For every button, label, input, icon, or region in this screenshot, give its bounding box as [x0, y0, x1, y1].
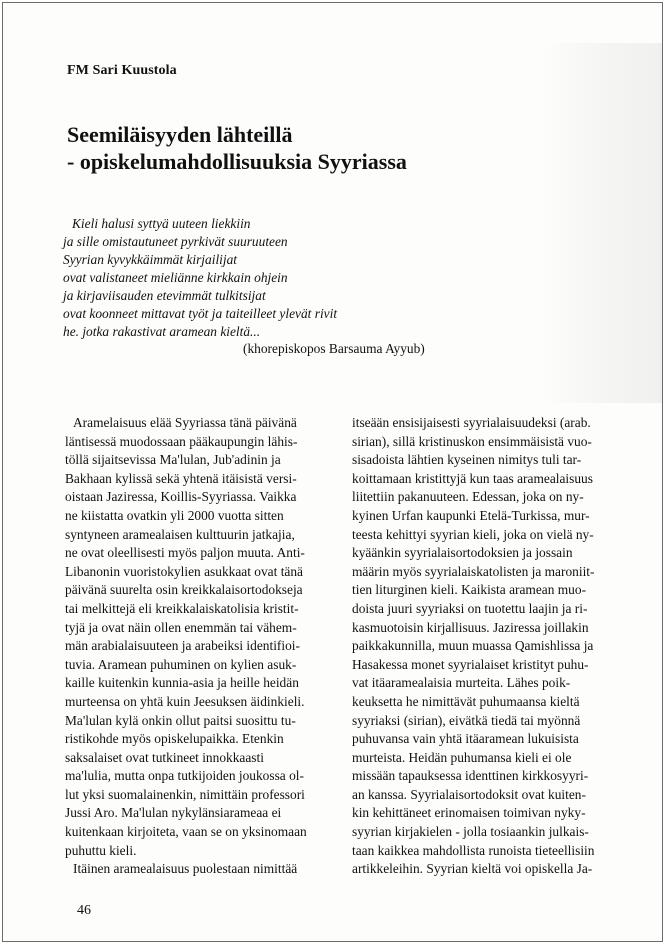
epigraph-line: he. jotka rakastivat aramean kieltä... — [63, 324, 261, 339]
body-line: paikkakunnilla, muun muassa Qamishlissa ja — [352, 638, 594, 654]
body-line: määrin myös syyrialaiskatolisten ja maroniit- — [352, 563, 595, 579]
body-line: saksalaiset ovat tutkineet innokkaasti — [65, 749, 264, 765]
body-line: kaille kuitenkin kunnia-asia ja heille heidän — [65, 675, 299, 691]
title-line-1: Seemiläisyyden lähteillä — [67, 122, 293, 147]
body-line: keuksetta he nimittävät puhumaansa kieltä — [352, 693, 580, 709]
body-line: män arabialaisuuteen ja arabeiksi identifioi- — [65, 638, 300, 654]
body-line: itseään ensisijaisesti syyrialaisuudeksi (arab. — [352, 415, 591, 430]
body-line: lut yksi suomalainenkin, nimittäin professori — [65, 786, 305, 802]
body-line: ristikohde myös opiskelupaikka. Etenkin — [65, 731, 284, 747]
body-line: vat itäaramealaisia murteita. Lähes poik- — [352, 675, 571, 691]
body-line: artikkeleihin. Syyrian kieltä voi opiskella Ja- — [352, 861, 593, 877]
body-line: kin kehittäneet erinomaisen toimivan nyky- — [352, 805, 586, 821]
body-line: syntyneen aramealaisen kulttuurin jatkajia, — [65, 526, 295, 542]
body-line: Bakhaan kylissä sekä yhtenä itäisistä versi- — [65, 470, 297, 486]
body-line: kyäänkin syyrialaisortodoksien ja jossain — [352, 545, 573, 561]
body-line: teesta kehittyi syyrian kieli, joka on vielä ny- — [352, 526, 594, 542]
body-column-left — [65, 414, 327, 879]
body-line: ne kiistatta ovatkin yli 2000 vuotta sitten — [65, 507, 284, 523]
body-line: Libanonin vuoristokylien asukkaat ovat tänä — [65, 563, 303, 579]
body-line: tyjä ja ovat näin ollen enemmän tai vähem- — [65, 619, 297, 635]
body-line: koittamaan kristittyjä kun taas aramealaisuus — [352, 470, 593, 486]
body-line: murteensa on yhtä kuin Jeesuksen äidinkieli. — [65, 693, 305, 709]
body-line: kyinen Urfan kaupunki Etelä-Turkissa, mur- — [352, 507, 590, 523]
body-line: sisadoista lähtien kyseinen nimitys tuli tar- — [352, 452, 582, 468]
body-line: tien liturginen kieli. Kaikista aramean muo- — [352, 582, 587, 598]
epigraph-line: ovat valistaneet mieliänne kirkkain ohjein — [63, 270, 288, 285]
epigraph-line: ja sille omistautuneet pyrkivät suuruuteen — [63, 234, 288, 249]
document-page — [2, 2, 663, 942]
body-line: kasmuotoisin kirjallisuus. Jaziressa joillakin — [352, 619, 589, 635]
body-line: murteista. Heidän puhumansa kieli ei ole — [352, 749, 572, 765]
epigraph-line: Syyrian kyvykkäimmät kirjailijat — [63, 252, 238, 267]
body-line: tuvia. Aramean puhuminen on kylien asuk- — [65, 656, 297, 672]
scan-bleed-through — [542, 43, 662, 403]
body-line: syyriaksi (sirian), eivätkä tiedä tai myönnä — [352, 712, 581, 728]
body-line: Ma'lulan kylä onkin ollut paitsi suosittu tu- — [65, 712, 296, 728]
body-line: Hasakessa monet syyrialaiset kristityt puhu- — [352, 656, 589, 672]
body-line: liitettiin pakanuuteen. Edessan, joka on ny- — [352, 489, 584, 505]
body-line: tai melkittejä eli kreikkalaiskatolisia kristit- — [65, 600, 299, 616]
body-line: ma'lulia, mutta onpa tutkijoiden joukossa ol- — [65, 768, 304, 784]
body-line: an kanssa. Syyrialaisortodoksit ovat kuiten- — [352, 786, 586, 802]
body-line: puhuvansa vain yhtä itäaramean lukuisista — [352, 731, 579, 747]
body-line: Aramelaisuus elää Syyriassa tänä päivänä — [73, 415, 297, 430]
body-line: puhuttu kieli. — [65, 842, 137, 858]
page-number: 46 — [77, 903, 91, 918]
title-line-2: - opiskelumahdollisuuksia Syyriassa — [67, 149, 407, 174]
epigraph-line: ja kirjaviisauden etevimmät tulkitsijat — [63, 288, 266, 303]
body-line: syyrian kirjakielen - jolla tosiaankin julkais- — [352, 824, 589, 840]
body-line: oistaan Jaziressa, Koillis-Syyriassa. Vaikka — [65, 489, 297, 505]
body-line: läntisessä muodossaan pääkaupungin lähis- — [65, 433, 298, 449]
body-line: sirian), sillä kristinuskon ensimmäisistä vuo- — [352, 433, 592, 449]
author-name: FM Sari Kuustola — [67, 63, 177, 78]
body-line: missään tapauksessa identtinen kirkkosyyri- — [352, 768, 589, 784]
body-line: töllä sijaitsevissa Ma'lulan, Jub'adinin ja — [65, 452, 281, 468]
body-line: Jussi Aro. Ma'lulan nykylänsiarameaa ei — [65, 805, 282, 821]
article-title — [67, 121, 607, 175]
body-column-right — [352, 414, 614, 879]
epigraph-attribution: (khorepiskopos Barsauma Ayyub) — [243, 341, 425, 356]
epigraph-line: ovat koonneet mittavat työt ja taiteilleet ylevät rivit — [63, 306, 338, 321]
body-line: ne ovat oleellisesti myös paljon muuta. Anti- — [65, 545, 305, 561]
epigraph-line: Kieli halusi syttyä uuteen liekkiin — [72, 216, 251, 231]
body-line: kuitenkaan kirjoiteta, vaan se on yksinomaan — [65, 824, 307, 840]
body-line: Itäinen aramealaisuus puolestaan nimittää — [73, 861, 298, 877]
body-line: päivänä suurelta osin kreikkalaisortodokseja — [65, 582, 303, 598]
epigraph — [63, 215, 483, 341]
body-line: doista juuri syyriaksi on tuotettu laajin ja ri- — [352, 600, 588, 616]
body-line: taan kaikkea mahdollista runoista tieteellisiin — [352, 842, 595, 858]
